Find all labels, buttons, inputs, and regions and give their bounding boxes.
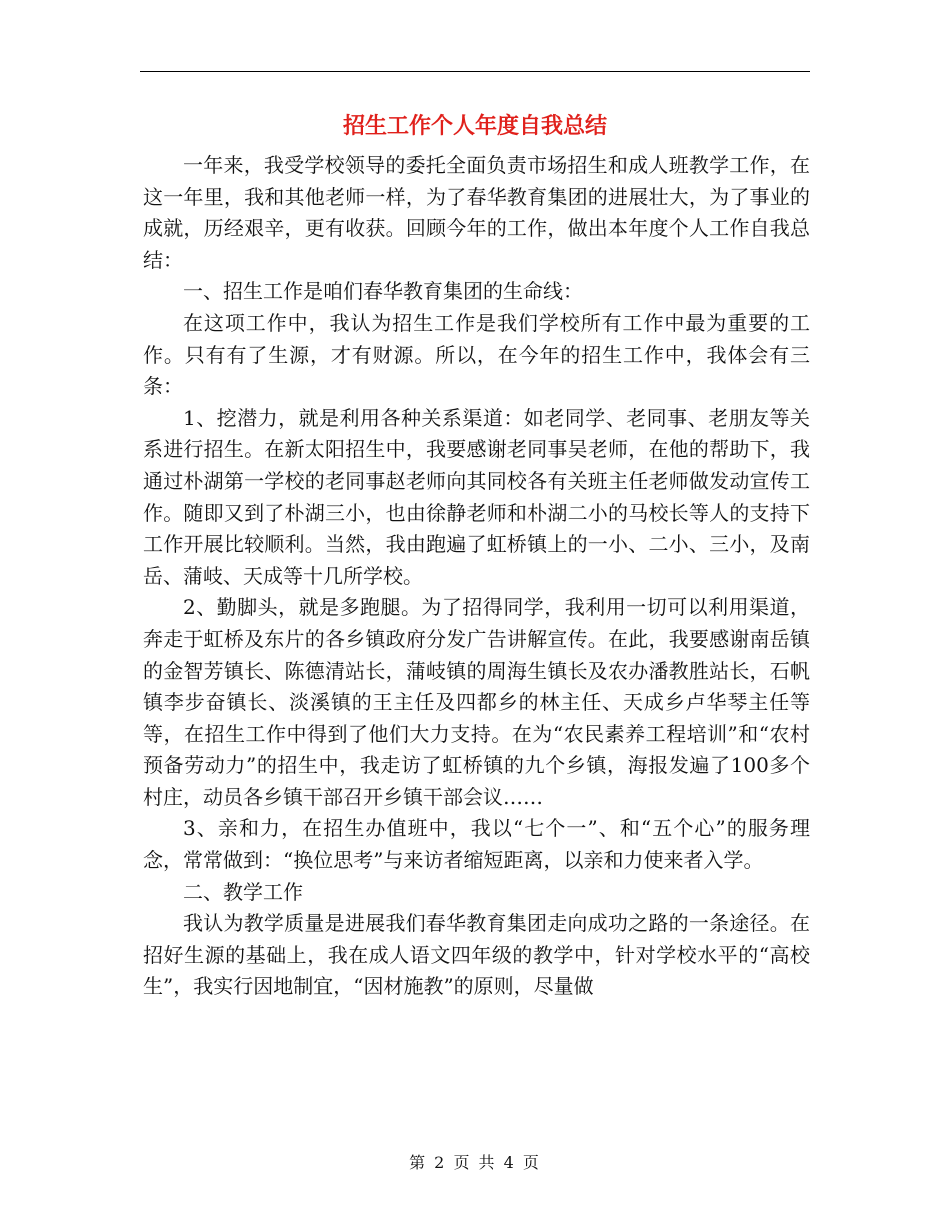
paragraph-intro: 一年来，我受学校领导的委托全面负责市场招生和成人班教学工作，在这一年里，我和其他老师一样，为了春华教育集团的进展壮大，为了事业的成就，历经艰辛，更有收获。回顾今年的工作，做出本年度个人工作自我总结：	[143, 153, 810, 272]
document-title: 招生工作个人年度自我总结	[342, 113, 607, 139]
section-heading-teaching: 二、教学工作	[183, 879, 303, 904]
document-body	[143, 150, 810, 1003]
page-number: 第 2 页 共 4 页	[409, 1153, 541, 1172]
paragraph-point-2: 2、勤脚头，就是多跑腿。为了招得同学，我利用一切可以利用渠道，奔走于虹桥及东片的各乡镇政府分发广告讲解宣传。在此，我要感谢南岳镇的金智芳镇长、陈德清站长，蒲岐镇的周海生镇长及农办潘教胜站长，石帆镇李步奋镇长、淡溪镇的王主任及四都乡的林主任、天成乡卢华琴主任等等，在招生工作中得到了他们大力支持。在为“农民素养工程培训”和“农村预备劳动力”的招生中，我走访了虹桥镇的九个乡镇，海报发遍了100多个村庄，动员各乡镇干部召开乡镇干部会议……	[143, 595, 810, 809]
header-rule	[140, 71, 810, 72]
section-heading-enrollment: 一、招生工作是咱们春华教育集团的生命线：	[183, 279, 583, 304]
paragraph-point-3: 3、亲和力，在招生办值班中，我以“七个一”、和“五个心”的服务理念，常常做到：“换位思考”与来访者缩短距离，以亲和力使来者入学。	[143, 816, 810, 873]
paragraph-teaching: 我认为教学质量是进展我们春华教育集团走向成功之路的一条途径。在招好生源的基础上，我在成人语文四年级的教学中，针对学校水平的“高校生”，我实行因地制宜，“因材施教”的原则，尽量做	[143, 911, 810, 999]
paragraph-enrollment-importance: 在这项工作中，我认为招生工作是我们学校所有工作中最为重要的工作。只有有了生源，才有财源。所以，在今年的招生工作中，我体会有三条：	[143, 310, 810, 399]
paragraph-point-1: 1、挖潜力，就是利用各种关系渠道：如老同学、老同事、老朋友等关系进行招生。在新太阳招生中，我要感谢老同事吴老师，在他的帮助下，我通过朴湖第一学校的老同事赵老师向其同校各有关班主任老师做发动宣传工作。随即又到了朴湖三小，也由徐静老师和朴湖二小的马校长等人的支持下工作开展比较顺利。当然，我由跑遍了虹桥镇上的一小、二小、三小，及南岳、蒲岐、天成等十几所学校。	[143, 405, 810, 588]
